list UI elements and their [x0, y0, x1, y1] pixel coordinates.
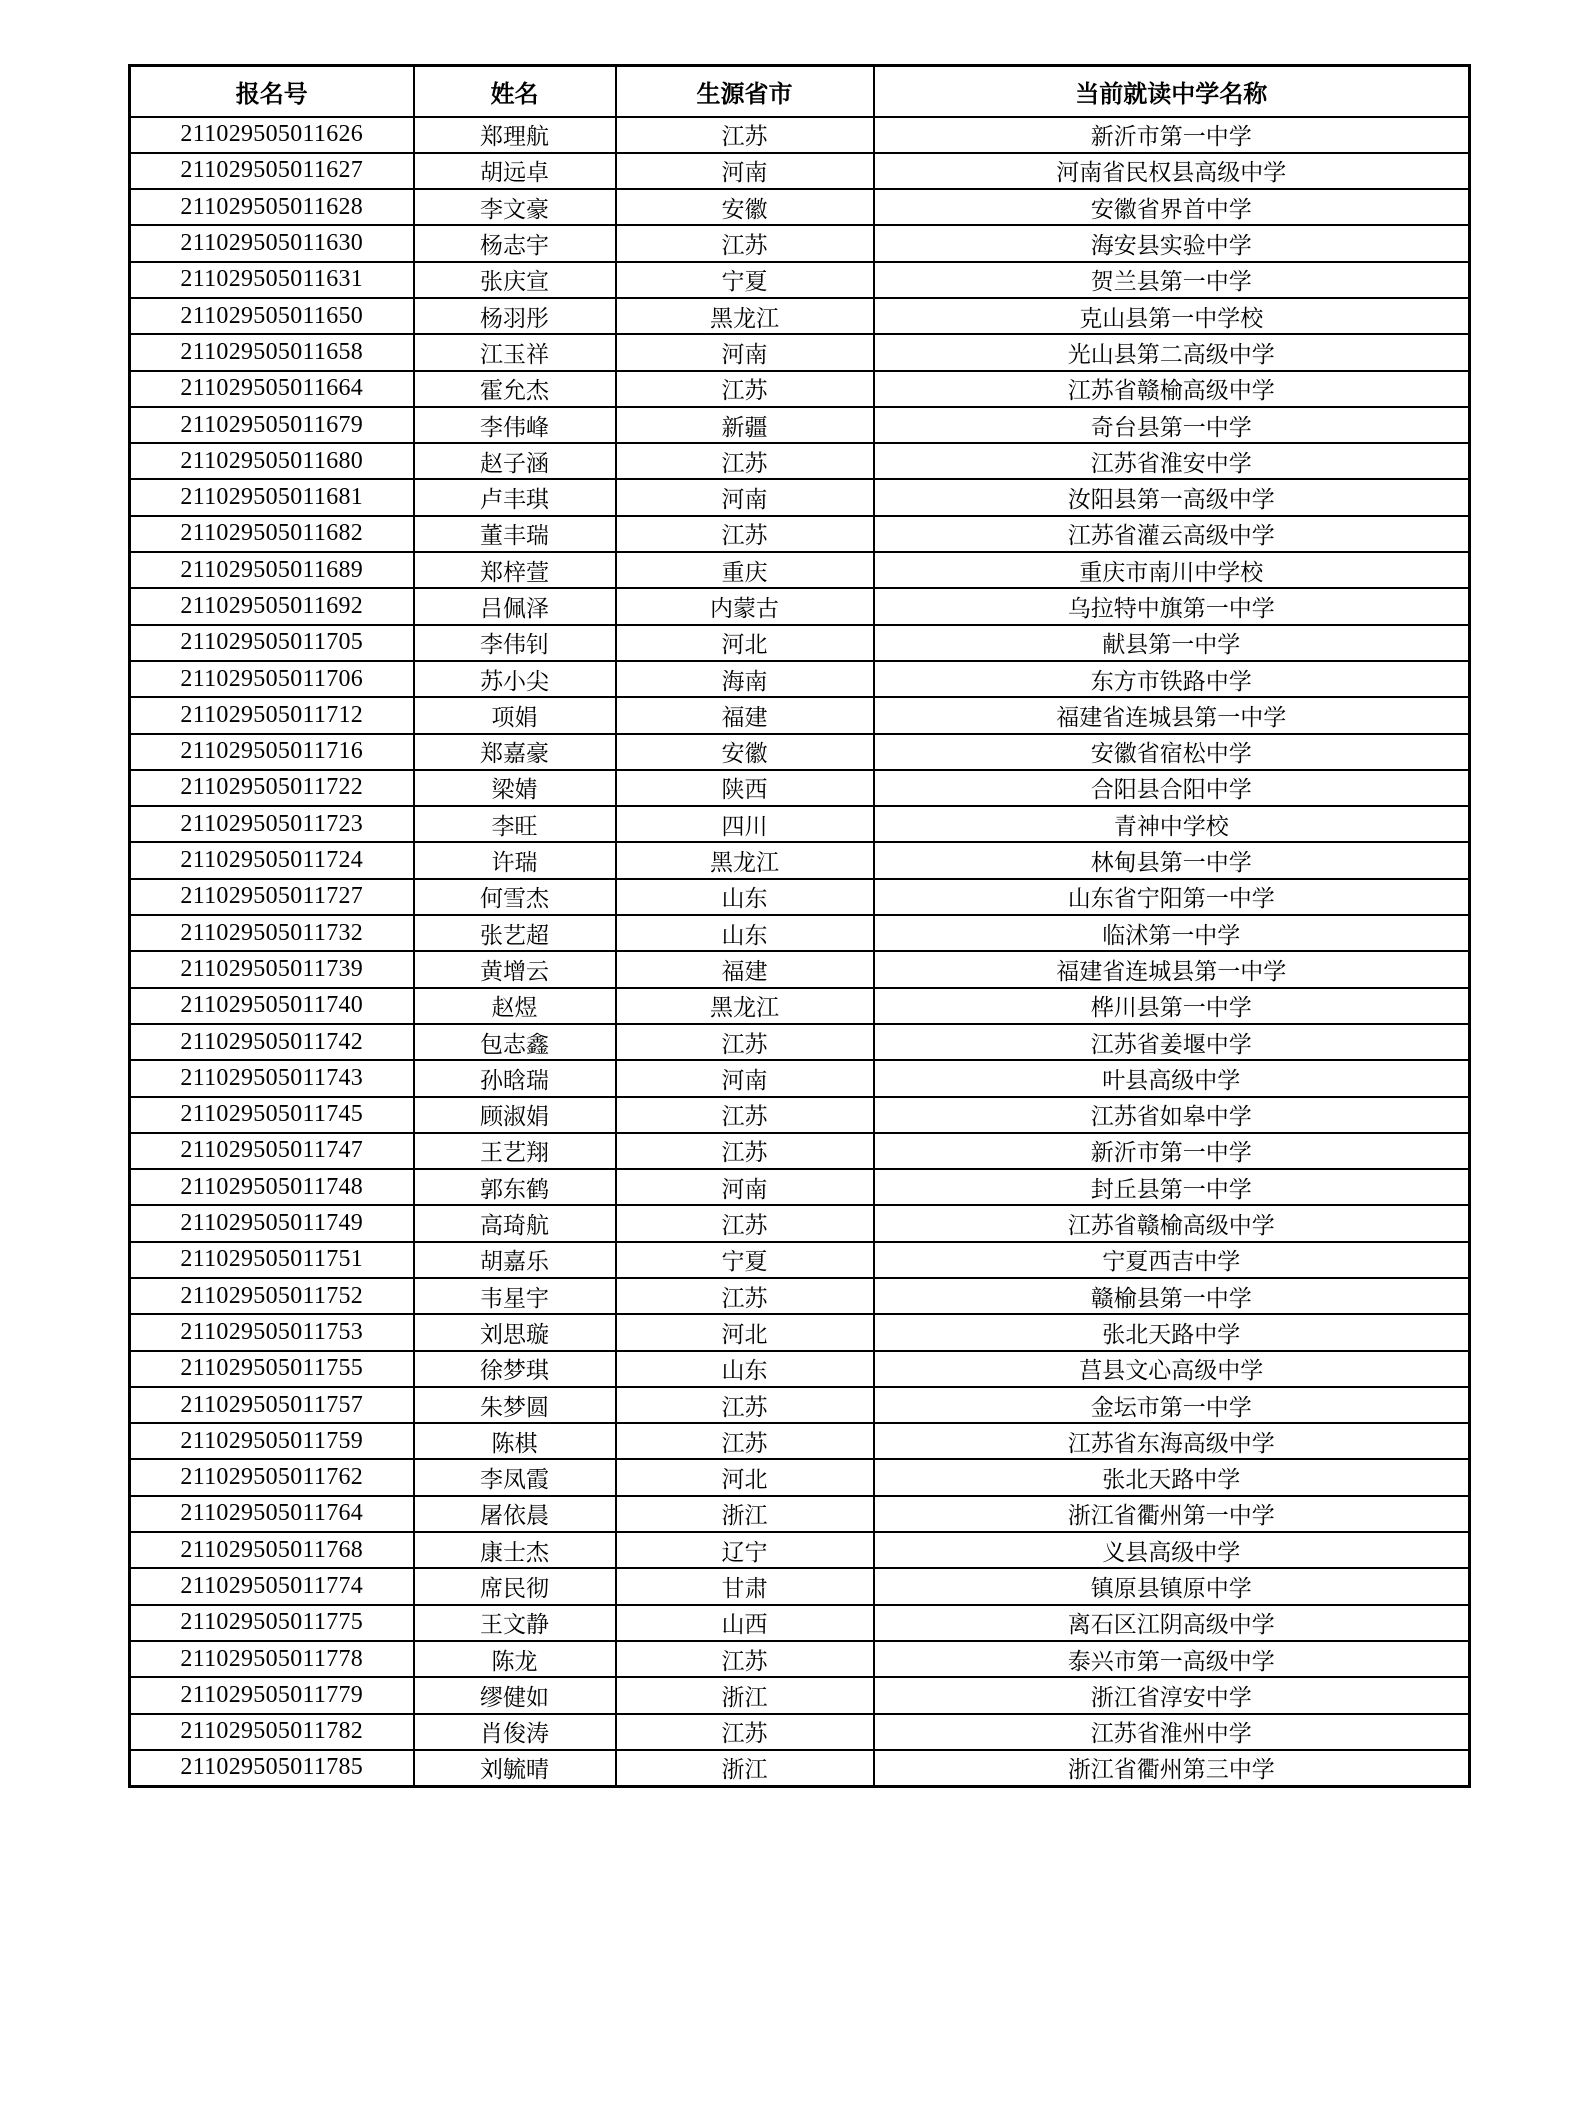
- cell-school-name: 安徽省界首中学: [874, 189, 1470, 225]
- cell-province: 陕西: [616, 770, 874, 806]
- cell-name: 吕佩泽: [414, 588, 616, 624]
- cell-name: 韦星宇: [414, 1278, 616, 1314]
- cell-registration-number: 211029505011627: [130, 153, 414, 189]
- cell-province: 浙江: [616, 1677, 874, 1713]
- cell-province: 河南: [616, 1060, 874, 1096]
- cell-registration-number: 211029505011782: [130, 1714, 414, 1750]
- cell-registration-number: 211029505011753: [130, 1314, 414, 1350]
- cell-registration-number: 211029505011762: [130, 1459, 414, 1495]
- cell-name: 刘思璇: [414, 1314, 616, 1350]
- cell-registration-number: 211029505011747: [130, 1133, 414, 1169]
- table-row: [130, 1750, 1470, 1786]
- cell-name: 杨志宇: [414, 225, 616, 261]
- cell-school-name: 合阳县合阳中学: [874, 770, 1470, 806]
- cell-name: 王艺翔: [414, 1133, 616, 1169]
- cell-name: 李文豪: [414, 189, 616, 225]
- cell-name: 董丰瑞: [414, 516, 616, 552]
- cell-province: 新疆: [616, 407, 874, 443]
- table-row: [130, 661, 1470, 697]
- cell-name: 李凤霞: [414, 1459, 616, 1495]
- table-row: [130, 879, 1470, 915]
- table-row: [130, 225, 1470, 261]
- cell-name: 郭东鹤: [414, 1169, 616, 1205]
- table-row: [130, 1133, 1470, 1169]
- cell-registration-number: 211029505011751: [130, 1242, 414, 1278]
- table-row: [130, 1459, 1470, 1495]
- table-row: [130, 1641, 1470, 1677]
- cell-province: 辽宁: [616, 1532, 874, 1568]
- cell-name: 梁婧: [414, 770, 616, 806]
- table-row: [130, 1605, 1470, 1641]
- table-row: [130, 189, 1470, 225]
- header-name: 姓名: [414, 66, 616, 117]
- table-row: [130, 1677, 1470, 1713]
- cell-registration-number: 211029505011745: [130, 1097, 414, 1133]
- student-roster-table: [128, 64, 1471, 1788]
- table-row: [130, 1097, 1470, 1133]
- cell-school-name: 海安县实验中学: [874, 225, 1470, 261]
- cell-province: 河南: [616, 334, 874, 370]
- cell-registration-number: 211029505011689: [130, 552, 414, 588]
- cell-province: 山东: [616, 915, 874, 951]
- table-row: [130, 734, 1470, 770]
- cell-registration-number: 211029505011779: [130, 1677, 414, 1713]
- cell-name: 李伟钊: [414, 625, 616, 661]
- cell-name: 赵煜: [414, 988, 616, 1024]
- cell-province: 江苏: [616, 443, 874, 479]
- cell-registration-number: 211029505011722: [130, 770, 414, 806]
- table-row: [130, 1024, 1470, 1060]
- cell-school-name: 江苏省如皋中学: [874, 1097, 1470, 1133]
- table-body: [130, 117, 1470, 1787]
- cell-province: 山东: [616, 1351, 874, 1387]
- cell-province: 江苏: [616, 1097, 874, 1133]
- cell-school-name: 浙江省淳安中学: [874, 1677, 1470, 1713]
- cell-registration-number: 211029505011705: [130, 625, 414, 661]
- cell-registration-number: 211029505011664: [130, 371, 414, 407]
- cell-registration-number: 211029505011658: [130, 334, 414, 370]
- table-row: [130, 443, 1470, 479]
- cell-school-name: 新沂市第一中学: [874, 117, 1470, 153]
- table-row: [130, 915, 1470, 951]
- cell-province: 内蒙古: [616, 588, 874, 624]
- cell-registration-number: 211029505011778: [130, 1641, 414, 1677]
- cell-registration-number: 211029505011764: [130, 1496, 414, 1532]
- cell-registration-number: 211029505011727: [130, 879, 414, 915]
- cell-province: 安徽: [616, 734, 874, 770]
- table-row: [130, 625, 1470, 661]
- cell-province: 重庆: [616, 552, 874, 588]
- cell-registration-number: 211029505011724: [130, 842, 414, 878]
- cell-province: 黑龙江: [616, 842, 874, 878]
- cell-name: 王文静: [414, 1605, 616, 1641]
- table-row: [130, 1351, 1470, 1387]
- table-row: [130, 117, 1470, 153]
- cell-province: 河南: [616, 479, 874, 515]
- cell-name: 缪健如: [414, 1677, 616, 1713]
- cell-school-name: 汝阳县第一高级中学: [874, 479, 1470, 515]
- cell-name: 屠依晨: [414, 1496, 616, 1532]
- cell-registration-number: 211029505011679: [130, 407, 414, 443]
- cell-school-name: 福建省连城县第一中学: [874, 951, 1470, 987]
- cell-province: 甘肃: [616, 1568, 874, 1604]
- table-row: [130, 806, 1470, 842]
- cell-school-name: 东方市铁路中学: [874, 661, 1470, 697]
- cell-registration-number: 211029505011712: [130, 697, 414, 733]
- table-row: [130, 1169, 1470, 1205]
- cell-school-name: 江苏省淮安中学: [874, 443, 1470, 479]
- cell-school-name: 江苏省灌云高级中学: [874, 516, 1470, 552]
- table-row: [130, 951, 1470, 987]
- cell-name: 李旺: [414, 806, 616, 842]
- cell-province: 河北: [616, 1459, 874, 1495]
- table-row: [130, 552, 1470, 588]
- cell-province: 江苏: [616, 1278, 874, 1314]
- cell-school-name: 福建省连城县第一中学: [874, 697, 1470, 733]
- table-row: [130, 371, 1470, 407]
- header-province: 生源省市: [616, 66, 874, 117]
- cell-province: 黑龙江: [616, 298, 874, 334]
- cell-school-name: 义县高级中学: [874, 1532, 1470, 1568]
- cell-registration-number: 211029505011650: [130, 298, 414, 334]
- table-row: [130, 697, 1470, 733]
- cell-province: 安徽: [616, 189, 874, 225]
- cell-name: 席民彻: [414, 1568, 616, 1604]
- cell-province: 江苏: [616, 1387, 874, 1423]
- cell-school-name: 江苏省赣榆高级中学: [874, 1205, 1470, 1241]
- cell-province: 江苏: [616, 1133, 874, 1169]
- cell-school-name: 叶县高级中学: [874, 1060, 1470, 1096]
- cell-name: 刘毓晴: [414, 1750, 616, 1786]
- header-row: [130, 66, 1470, 117]
- cell-school-name: 临沭第一中学: [874, 915, 1470, 951]
- table-row: [130, 1387, 1470, 1423]
- cell-registration-number: 211029505011626: [130, 117, 414, 153]
- cell-name: 包志鑫: [414, 1024, 616, 1060]
- table-row: [130, 842, 1470, 878]
- cell-name: 胡远卓: [414, 153, 616, 189]
- table-row: [130, 988, 1470, 1024]
- cell-registration-number: 211029505011755: [130, 1351, 414, 1387]
- table-row: [130, 770, 1470, 806]
- table-row: [130, 1060, 1470, 1096]
- cell-registration-number: 211029505011628: [130, 189, 414, 225]
- cell-province: 江苏: [616, 1205, 874, 1241]
- cell-name: 卢丰琪: [414, 479, 616, 515]
- cell-province: 江苏: [616, 1423, 874, 1459]
- cell-province: 海南: [616, 661, 874, 697]
- cell-registration-number: 211029505011768: [130, 1532, 414, 1568]
- cell-school-name: 克山县第一中学校: [874, 298, 1470, 334]
- cell-school-name: 安徽省宿松中学: [874, 734, 1470, 770]
- cell-school-name: 青神中学校: [874, 806, 1470, 842]
- cell-registration-number: 211029505011680: [130, 443, 414, 479]
- cell-province: 山东: [616, 879, 874, 915]
- cell-registration-number: 211029505011748: [130, 1169, 414, 1205]
- cell-province: 浙江: [616, 1496, 874, 1532]
- cell-registration-number: 211029505011681: [130, 479, 414, 515]
- table-row: [130, 262, 1470, 298]
- cell-school-name: 赣榆县第一中学: [874, 1278, 1470, 1314]
- cell-name: 苏小尖: [414, 661, 616, 697]
- cell-name: 赵子涵: [414, 443, 616, 479]
- cell-province: 河南: [616, 1169, 874, 1205]
- header-school-name: 当前就读中学名称: [874, 66, 1470, 117]
- table-row: [130, 1714, 1470, 1750]
- cell-name: 黄增云: [414, 951, 616, 987]
- cell-province: 浙江: [616, 1750, 874, 1786]
- table-row: [130, 1278, 1470, 1314]
- cell-school-name: 张北天路中学: [874, 1314, 1470, 1350]
- cell-school-name: 新沂市第一中学: [874, 1133, 1470, 1169]
- cell-name: 胡嘉乐: [414, 1242, 616, 1278]
- cell-registration-number: 211029505011692: [130, 588, 414, 624]
- table-row: [130, 1205, 1470, 1241]
- cell-school-name: 浙江省衢州第三中学: [874, 1750, 1470, 1786]
- cell-province: 江苏: [616, 225, 874, 261]
- cell-name: 项娟: [414, 697, 616, 733]
- table-row: [130, 1423, 1470, 1459]
- cell-registration-number: 211029505011716: [130, 734, 414, 770]
- cell-school-name: 离石区江阴高级中学: [874, 1605, 1470, 1641]
- cell-name: 郑嘉豪: [414, 734, 616, 770]
- cell-province: 福建: [616, 951, 874, 987]
- cell-school-name: 张北天路中学: [874, 1459, 1470, 1495]
- cell-registration-number: 211029505011752: [130, 1278, 414, 1314]
- table-row: [130, 516, 1470, 552]
- cell-school-name: 浙江省衢州第一中学: [874, 1496, 1470, 1532]
- cell-registration-number: 211029505011682: [130, 516, 414, 552]
- cell-province: 四川: [616, 806, 874, 842]
- cell-school-name: 河南省民权县高级中学: [874, 153, 1470, 189]
- cell-name: 李伟峰: [414, 407, 616, 443]
- cell-school-name: 山东省宁阳第一中学: [874, 879, 1470, 915]
- cell-name: 张艺超: [414, 915, 616, 951]
- cell-name: 许瑞: [414, 842, 616, 878]
- cell-province: 江苏: [616, 1714, 874, 1750]
- cell-name: 高琦航: [414, 1205, 616, 1241]
- cell-province: 山西: [616, 1605, 874, 1641]
- table-row: [130, 1496, 1470, 1532]
- cell-registration-number: 211029505011775: [130, 1605, 414, 1641]
- cell-registration-number: 211029505011739: [130, 951, 414, 987]
- header-registration-number: 报名号: [130, 66, 414, 117]
- cell-registration-number: 211029505011742: [130, 1024, 414, 1060]
- table-row: [130, 407, 1470, 443]
- cell-name: 杨羽彤: [414, 298, 616, 334]
- cell-school-name: 奇台县第一中学: [874, 407, 1470, 443]
- cell-registration-number: 211029505011757: [130, 1387, 414, 1423]
- cell-province: 河北: [616, 625, 874, 661]
- cell-school-name: 桦川县第一中学: [874, 988, 1470, 1024]
- cell-province: 黑龙江: [616, 988, 874, 1024]
- cell-school-name: 镇原县镇原中学: [874, 1568, 1470, 1604]
- cell-province: 河南: [616, 153, 874, 189]
- cell-school-name: 宁夏西吉中学: [874, 1242, 1470, 1278]
- cell-registration-number: 211029505011706: [130, 661, 414, 697]
- cell-school-name: 泰兴市第一高级中学: [874, 1641, 1470, 1677]
- table-row: [130, 1532, 1470, 1568]
- cell-province: 宁夏: [616, 1242, 874, 1278]
- cell-school-name: 光山县第二高级中学: [874, 334, 1470, 370]
- cell-name: 康士杰: [414, 1532, 616, 1568]
- cell-name: 江玉祥: [414, 334, 616, 370]
- cell-registration-number: 211029505011732: [130, 915, 414, 951]
- cell-registration-number: 211029505011631: [130, 262, 414, 298]
- table-row: [130, 298, 1470, 334]
- cell-name: 郑理航: [414, 117, 616, 153]
- cell-registration-number: 211029505011749: [130, 1205, 414, 1241]
- cell-name: 陈棋: [414, 1423, 616, 1459]
- cell-school-name: 林甸县第一中学: [874, 842, 1470, 878]
- cell-school-name: 江苏省淮州中学: [874, 1714, 1470, 1750]
- cell-name: 霍允杰: [414, 371, 616, 407]
- cell-province: 河北: [616, 1314, 874, 1350]
- table-row: [130, 153, 1470, 189]
- cell-school-name: 乌拉特中旗第一中学: [874, 588, 1470, 624]
- cell-registration-number: 211029505011785: [130, 1750, 414, 1786]
- cell-registration-number: 211029505011774: [130, 1568, 414, 1604]
- cell-province: 江苏: [616, 371, 874, 407]
- cell-registration-number: 211029505011743: [130, 1060, 414, 1096]
- table-header: [130, 66, 1470, 117]
- cell-registration-number: 211029505011740: [130, 988, 414, 1024]
- table-row: [130, 479, 1470, 515]
- cell-name: 徐梦琪: [414, 1351, 616, 1387]
- cell-school-name: 重庆市南川中学校: [874, 552, 1470, 588]
- cell-province: 江苏: [616, 516, 874, 552]
- cell-name: 何雪杰: [414, 879, 616, 915]
- cell-name: 陈龙: [414, 1641, 616, 1677]
- cell-province: 江苏: [616, 117, 874, 153]
- cell-name: 孙晗瑞: [414, 1060, 616, 1096]
- table-row: [130, 1242, 1470, 1278]
- cell-province: 宁夏: [616, 262, 874, 298]
- table-row: [130, 1568, 1470, 1604]
- cell-name: 肖俊涛: [414, 1714, 616, 1750]
- cell-school-name: 江苏省姜堰中学: [874, 1024, 1470, 1060]
- cell-school-name: 江苏省东海高级中学: [874, 1423, 1470, 1459]
- table-row: [130, 588, 1470, 624]
- cell-school-name: 江苏省赣榆高级中学: [874, 371, 1470, 407]
- cell-registration-number: 211029505011759: [130, 1423, 414, 1459]
- cell-school-name: 献县第一中学: [874, 625, 1470, 661]
- table-row: [130, 334, 1470, 370]
- cell-school-name: 金坛市第一中学: [874, 1387, 1470, 1423]
- cell-name: 顾淑娟: [414, 1097, 616, 1133]
- cell-school-name: 封丘县第一中学: [874, 1169, 1470, 1205]
- cell-name: 郑梓萱: [414, 552, 616, 588]
- cell-province: 江苏: [616, 1024, 874, 1060]
- cell-province: 江苏: [616, 1641, 874, 1677]
- cell-school-name: 莒县文心高级中学: [874, 1351, 1470, 1387]
- table-row: [130, 1314, 1470, 1350]
- cell-school-name: 贺兰县第一中学: [874, 262, 1470, 298]
- student-roster-table-container: [128, 64, 1468, 1788]
- cell-province: 福建: [616, 697, 874, 733]
- cell-name: 朱梦圆: [414, 1387, 616, 1423]
- cell-name: 张庆宣: [414, 262, 616, 298]
- cell-registration-number: 211029505011630: [130, 225, 414, 261]
- cell-registration-number: 211029505011723: [130, 806, 414, 842]
